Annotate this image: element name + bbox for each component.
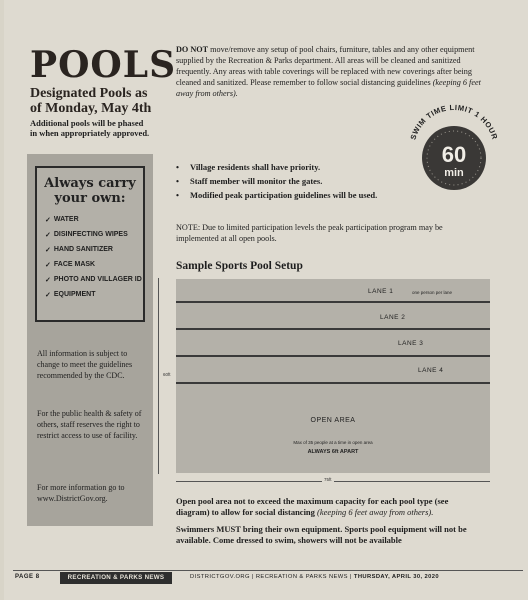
check-icon: ✓ [45,292,51,299]
page-footer [0,566,528,586]
bullet-icon: • [176,162,179,172]
timer-arc-text: SWIM TIME LIMIT 1 HOUR [408,102,500,141]
carry-item [45,291,143,299]
lane-divider [176,355,490,357]
lane-divider [176,301,490,303]
sidebar-panel [27,154,153,526]
intro-lead: DO NOT [176,45,209,54]
capacity-body: Open pool area not to exceed the maximum capacity for each pool type (see diagram) to allow for social distancing [176,496,449,517]
equipment-paragraph: Swimmers MUST bring their own equipment. Sports pool equipment will not be available. Come dressed to swim, showers will not be available [176,524,467,545]
lane-divider [176,328,490,330]
footer-news: RECREATION & PARKS NEWS [255,574,348,580]
carry-item-label: FACE MASK [53,261,96,268]
carry-title-line-1: Always carry [44,176,136,191]
intro-body: move/remove any setup of pool chairs, furniture, tables and any other equipment supplied by the Recreation & Parks department. All areas will be cleaned and sanitized frequently. Any areas with table coverings will be replaced with new coverings after being cleaned and sanitized. Please remember to follow social distancing guidelines [176,45,475,87]
footer-rule [13,570,523,571]
distance-note: ALWAYS 6ft APART [307,449,359,455]
phase-note: Additional pools will be phased in when appropriately approved. [30,118,150,138]
check-icon: ✓ [45,247,51,254]
page-number: PAGE 8 [15,574,40,580]
check-icon: ✓ [45,262,51,269]
footer-separator: | [251,574,254,580]
page-title: POOLS [30,44,177,86]
carry-item-label: WATER [53,216,79,223]
carry-checklist-box [35,166,145,322]
carry-item-label: PHOTO AND VILLAGER ID [53,276,142,283]
diagram-title: Sample Sports Pool Setup [176,260,303,272]
lane-1-label: LANE 1 [368,288,394,295]
check-icon: ✓ [45,232,51,239]
lane-note: one person per lane [412,290,453,295]
staff-note: For the public health & safety of others, staff reserves the right to restrict access to use of facility. [37,409,142,440]
rules-list [176,162,436,204]
footer-date: THURSDAY, APRIL 30, 2020 [353,574,439,580]
carry-item-label: DISINFECTING WIPES [53,231,128,238]
rule-text: Modified peak participation guidelines will be used. [190,190,378,200]
pool-width-label: 75ft [324,477,332,482]
capacity-aside: (keeping 6 feet away from others). [317,507,434,517]
carry-item [45,231,143,239]
rule-text: Village residents shall have priority. [190,162,321,172]
intro-paragraph [176,44,486,99]
rule-item [176,162,436,172]
lane-divider [176,382,490,384]
lane-4-label: LANE 4 [418,367,444,374]
section-tag: RECREATION & PARKS NEWS [60,572,172,584]
more-info-note: For more information go to www.DistrictGov.org. [37,483,125,503]
pool-length-dimension [158,278,159,474]
pool-diagram [176,279,490,473]
carry-list [45,216,143,299]
lane-3-label: LANE 3 [398,340,424,347]
carry-item-label: EQUIPMENT [53,291,96,298]
rule-item [176,190,436,200]
timer-number: 60 [441,142,467,167]
carry-item [45,261,143,269]
max-people-note: Max of 35 people at a time in open area [293,440,373,445]
carry-item [45,246,143,254]
intro-aside: (keeping 6 feet away from others). [176,78,481,98]
bullet-icon: • [176,176,179,186]
open-area-label: OPEN AREA [310,417,356,424]
carry-item [45,276,143,284]
carry-item [45,216,143,224]
carry-title [37,176,143,206]
footer-separator: | [349,574,352,580]
bullet-icon: • [176,190,179,200]
footer-info [190,574,439,580]
footer-site: DISTRICTGOV.ORG [190,574,250,580]
cdc-note: All information is subject to change to meet the guidelines recommended by the CDC. [37,349,133,380]
timer-unit: min [444,167,464,179]
check-icon: ✓ [45,277,51,284]
rule-text: Staff member will monitor the gates. [190,176,323,186]
carry-item-label: HAND SANITIZER [53,246,113,253]
designated-pools-subtitle: Designated Pools as of Monday, May 4th [30,86,152,116]
participation-note: NOTE: Due to limited participation levels the peak participation program may be implemented at all open pools. [176,223,443,243]
check-icon: ✓ [45,217,51,224]
rule-item [176,176,436,186]
capacity-paragraph [176,496,482,518]
pool-length-label: 60ft [163,372,171,377]
lane-2-label: LANE 2 [380,314,406,321]
carry-title-line-2: your own: [54,191,126,206]
